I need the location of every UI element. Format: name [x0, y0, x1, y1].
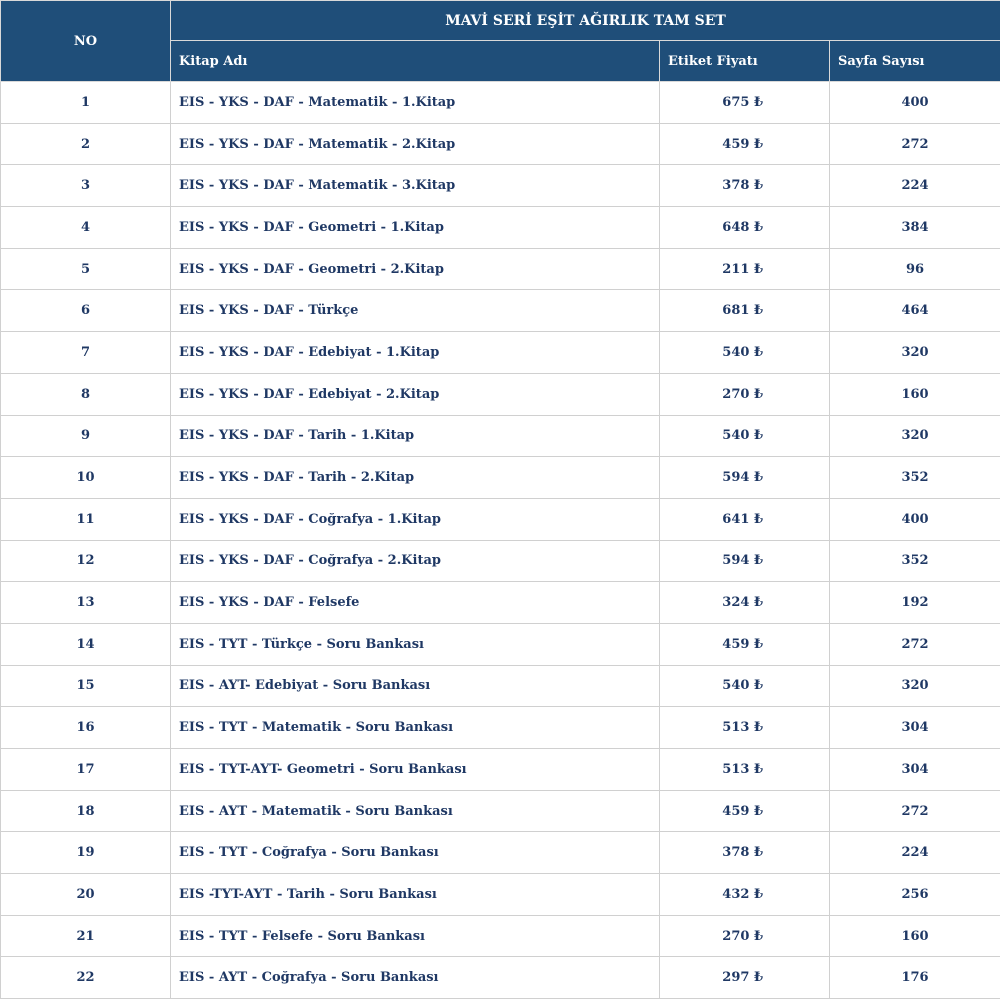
row-number: 21: [1, 915, 171, 957]
row-number: 19: [1, 832, 171, 874]
table-row: [1, 415, 1000, 457]
page-count: 320: [830, 332, 1000, 374]
book-name: EIS - YKS - DAF - Geometri - 2.Kitap: [171, 248, 660, 290]
table-row: [1, 373, 1000, 415]
book-price: 540 ₺: [660, 332, 830, 374]
table-row: [1, 874, 1000, 916]
book-name: EIS - AYT - Coğrafya - Soru Bankası: [171, 957, 660, 999]
no-column-header: NO: [1, 1, 171, 82]
book-name: EIS - YKS - DAF - Edebiyat - 1.Kitap: [171, 332, 660, 374]
table-row: [1, 165, 1000, 207]
row-number: 7: [1, 332, 171, 374]
row-number: 11: [1, 498, 171, 540]
table-row: [1, 123, 1000, 165]
row-number: 17: [1, 749, 171, 791]
book-price: 211 ₺: [660, 248, 830, 290]
table-row: [1, 749, 1000, 791]
title-row: [1, 1, 1000, 41]
book-price: 540 ₺: [660, 415, 830, 457]
book-name: EIS - TYT - Felsefe - Soru Bankası: [171, 915, 660, 957]
page-count: 96: [830, 248, 1000, 290]
book-price: 378 ₺: [660, 832, 830, 874]
table-row: [1, 707, 1000, 749]
table-row: [1, 498, 1000, 540]
book-name: EIS - YKS - DAF - Matematik - 1.Kitap: [171, 82, 660, 124]
table-row: [1, 540, 1000, 582]
page-count: 256: [830, 874, 1000, 916]
row-number: 22: [1, 957, 171, 999]
page-count: 160: [830, 915, 1000, 957]
row-number: 8: [1, 373, 171, 415]
book-name: EIS - YKS - DAF - Felsefe: [171, 582, 660, 624]
row-number: 5: [1, 248, 171, 290]
book-name: EIS - YKS - DAF - Geometri - 1.Kitap: [171, 207, 660, 249]
table-row: [1, 957, 1000, 999]
row-number: 14: [1, 623, 171, 665]
page-count: 160: [830, 373, 1000, 415]
row-number: 12: [1, 540, 171, 582]
row-number: 4: [1, 207, 171, 249]
page-count: 320: [830, 665, 1000, 707]
table-row: [1, 290, 1000, 332]
page-count: 304: [830, 707, 1000, 749]
price-column-header: Etiket Fiyatı: [660, 41, 830, 82]
book-price: 459 ₺: [660, 623, 830, 665]
row-number: 15: [1, 665, 171, 707]
table-row: [1, 832, 1000, 874]
page-count: 320: [830, 415, 1000, 457]
page-count: 224: [830, 832, 1000, 874]
book-name: EIS - AYT- Edebiyat - Soru Bankası: [171, 665, 660, 707]
book-price: 641 ₺: [660, 498, 830, 540]
book-price: 513 ₺: [660, 749, 830, 791]
book-name: EIS - YKS - DAF - Matematik - 2.Kitap: [171, 123, 660, 165]
book-price: 648 ₺: [660, 207, 830, 249]
page-count: 352: [830, 540, 1000, 582]
table-title: MAVİ SERİ EŞİT AĞIRLIK TAM SET: [171, 1, 1000, 41]
row-number: 10: [1, 457, 171, 499]
page-count: 400: [830, 82, 1000, 124]
page-count: 304: [830, 749, 1000, 791]
row-number: 2: [1, 123, 171, 165]
book-name: EIS - TYT - Coğrafya - Soru Bankası: [171, 832, 660, 874]
table-header: [1, 1, 1000, 82]
book-name: EIS - YKS - DAF - Edebiyat - 2.Kitap: [171, 373, 660, 415]
page-count: 464: [830, 290, 1000, 332]
row-number: 6: [1, 290, 171, 332]
table-row: [1, 790, 1000, 832]
page-count: 176: [830, 957, 1000, 999]
book-name: EIS - TYT - Türkçe - Soru Bankası: [171, 623, 660, 665]
page-count: 272: [830, 123, 1000, 165]
row-number: 20: [1, 874, 171, 916]
book-price: 594 ₺: [660, 540, 830, 582]
book-price: 594 ₺: [660, 457, 830, 499]
book-name: EIS - YKS - DAF - Tarih - 2.Kitap: [171, 457, 660, 499]
table-row: [1, 332, 1000, 374]
table-row: [1, 623, 1000, 665]
book-price: 378 ₺: [660, 165, 830, 207]
row-number: 3: [1, 165, 171, 207]
book-name: EIS - YKS - DAF - Coğrafya - 2.Kitap: [171, 540, 660, 582]
book-name: EIS - TYT - Matematik - Soru Bankası: [171, 707, 660, 749]
book-price: 675 ₺: [660, 82, 830, 124]
table-row: [1, 915, 1000, 957]
page-count: 352: [830, 457, 1000, 499]
row-number: 1: [1, 82, 171, 124]
book-price: 324 ₺: [660, 582, 830, 624]
row-number: 13: [1, 582, 171, 624]
book-price: 459 ₺: [660, 790, 830, 832]
name-column-header: Kitap Adı: [171, 41, 660, 82]
page-count: 272: [830, 623, 1000, 665]
book-name: EIS - YKS - DAF - Matematik - 3.Kitap: [171, 165, 660, 207]
pages-column-header: Sayfa Sayısı: [830, 41, 1000, 82]
book-name: EIS - YKS - DAF - Türkçe: [171, 290, 660, 332]
book-price: 513 ₺: [660, 707, 830, 749]
book-price: 459 ₺: [660, 123, 830, 165]
book-name: EIS - AYT - Matematik - Soru Bankası: [171, 790, 660, 832]
book-name: EIS - YKS - DAF - Tarih - 1.Kitap: [171, 415, 660, 457]
book-price: 270 ₺: [660, 373, 830, 415]
table-row: [1, 457, 1000, 499]
book-price: 540 ₺: [660, 665, 830, 707]
book-name: EIS -TYT-AYT - Tarih - Soru Bankası: [171, 874, 660, 916]
table-row: [1, 207, 1000, 249]
page-count: 384: [830, 207, 1000, 249]
table-body: [1, 82, 1000, 999]
book-price: 297 ₺: [660, 957, 830, 999]
table-row: [1, 248, 1000, 290]
book-name: EIS - YKS - DAF - Coğrafya - 1.Kitap: [171, 498, 660, 540]
row-number: 18: [1, 790, 171, 832]
page-count: 192: [830, 582, 1000, 624]
page-count: 400: [830, 498, 1000, 540]
book-price: 681 ₺: [660, 290, 830, 332]
book-price: 432 ₺: [660, 874, 830, 916]
page-count: 224: [830, 165, 1000, 207]
table-row: [1, 82, 1000, 124]
book-name: EIS - TYT-AYT- Geometri - Soru Bankası: [171, 749, 660, 791]
book-price: 270 ₺: [660, 915, 830, 957]
table-row: [1, 582, 1000, 624]
page-count: 272: [830, 790, 1000, 832]
row-number: 16: [1, 707, 171, 749]
table-row: [1, 665, 1000, 707]
row-number: 9: [1, 415, 171, 457]
